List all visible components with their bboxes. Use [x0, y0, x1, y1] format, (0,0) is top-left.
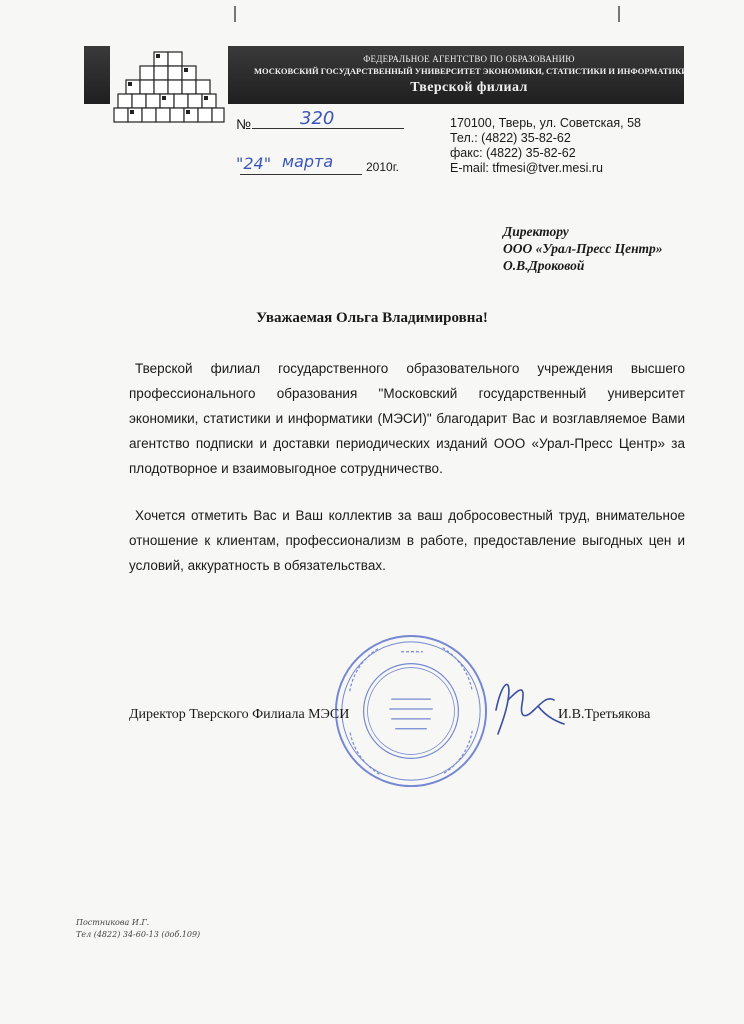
body-paragraph: Тверской филиал государственного образовательного учреждения высшего профессионального образования "Московский государственный университет экономики, статистики и информатики (МЭСИ)" благодарит Вас и возглавляемое Вами агентство подписки и доставки периодических изданий ООО «Урал-Пресс Центр» за плодотворное и взаимовыгодное сотрудничество. — [129, 361, 685, 476]
address-email: E-mail: tfmesi@tver.mesi.ru — [450, 161, 603, 175]
greeting: Уважаемая Ольга Владимировна! — [256, 310, 488, 326]
executor-name: Постникова И.Г. — [76, 918, 150, 927]
scan-edge-mark — [618, 6, 620, 22]
address-fax: факс: (4822) 35-82-62 — [450, 146, 576, 160]
date-month: марта — [282, 152, 334, 171]
date-day: "24" — [236, 154, 272, 173]
address-street: 170100, Тверь, ул. Советская, 58 — [450, 116, 641, 130]
official-stamp-icon — [332, 632, 490, 790]
signatory-name: И.В.Третьякова — [558, 707, 651, 722]
branch-name: Тверской филиал — [410, 80, 528, 95]
reference-number-value: 320 — [300, 108, 335, 129]
handwritten-signature-icon — [478, 670, 578, 740]
body-paragraph: Хочется отметить Вас и Ваш коллектив за ваш добросовестный труд, внимательное отношение к клиентам, профессионализм в работе, предоставление выгодных цен и условий, аккуратность в обязательствах. — [129, 508, 685, 573]
reference-number-label: № — [236, 116, 252, 132]
recipient-position: Директору — [503, 224, 569, 239]
signatory-title: Директор Тверского Филиала МЭСИ — [129, 707, 350, 722]
recipient-company: ООО «Урал-Пресс Центр» — [503, 241, 663, 256]
executor-phone: Тел (4822) 34-60-13 (доб.109) — [76, 930, 201, 939]
date-year: 2010г. — [366, 160, 399, 174]
university-logo-icon — [110, 46, 228, 130]
date-underline — [240, 174, 362, 175]
address-phone: Тел.: (4822) 35-82-62 — [450, 131, 571, 145]
university-name: МОСКОВСКИЙ ГОСУДАРСТВЕННЫЙ УНИВЕРСИТЕТ ЭКОНОМИКИ, СТАТИСТИКИ И ИНФОРМАТИКИ — [254, 66, 688, 76]
agency-name: ФЕДЕРАЛЬНОЕ АГЕНТСТВО ПО ОБРАЗОВАНИЮ — [363, 54, 575, 64]
recipient-name: О.В.Дроковой — [503, 258, 585, 273]
scan-edge-mark — [234, 6, 236, 22]
